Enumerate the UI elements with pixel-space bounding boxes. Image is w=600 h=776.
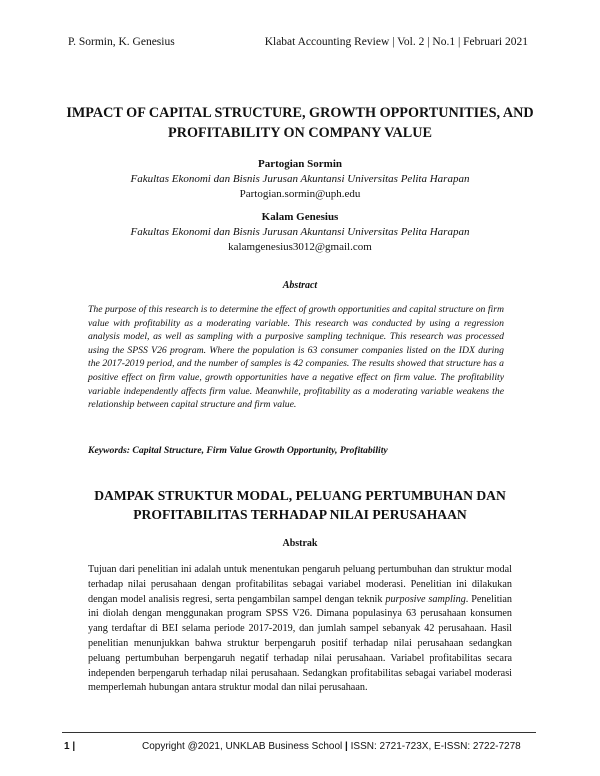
abstract-text-italic: purposive sampling [385,593,466,605]
title-line-1: DAMPAK STRUKTUR MODAL, PELUANG PERTUMBUHAN DAN [94,488,506,503]
keywords: Keywords: Capital Structure, Firm Value Growth Opportunity, Profitability [88,445,388,456]
author-affiliation: Fakultas Ekonomi dan Bisnis Jurusan Akuntansi Universitas Pelita Harapan [130,226,470,238]
page-footer [64,741,530,752]
copyright-text: Copyright @2021, UNKLAB Business School [142,741,343,752]
paper-title-english [60,103,540,143]
abstract-text-english: The purpose of this research is to determine the effect of growth opportunities and capital structure on firm value with profitability as a moderating variable. This research was conducted by using a regression analysis model, as well as sampling with a purposive sampling technique. This research was processed using the SPSS V26 program. Where the population is 63 consumer companies listed on the IDX during the 2017-2019 period, and the number of samples is 42 companies. The results showed that structure has a positive effect on firm value, growth opportunities have a negative effect on firm value. The profitability variable independently affects firm value. Meanwhile, profitability as a moderating variable weakens the relationship between capital structure and firm value. [88,304,504,411]
abstract-text-indonesian [88,563,512,696]
footer-divider [62,732,536,733]
running-header [68,36,528,48]
author-email: kalamgenesius3012@gmail.com [228,241,372,253]
title-line-2: PROFITABILITY ON COMPANY VALUE [168,125,432,141]
author-affiliation: Fakultas Ekonomi dan Bisnis Jurusan Akuntansi Universitas Pelita Harapan [130,173,470,185]
author-name: Partogian Sormin [257,158,343,170]
abstract-heading-english: Abstract [282,280,318,291]
header-authors: P. Sormin, K. Genesius [68,36,175,48]
abstract-text-part-1: Tujuan dari penelitian ini adalah untuk menentukan pengaruh peluang pertumbuhan dan struktur modal terhadap nilai perusahaan dengan profitabilitas sebagai variabel moderasi. Penelitian ini dilakukan dengan model analisis regresi, serta pengambilan sampel dengan teknik [88,564,512,605]
author-name: Kalam Genesius [261,211,339,223]
title-line-2: PROFITABILITAS TERHADAP NILAI PERUSAHAAN [133,507,467,522]
abstract-heading-indonesian: Abstrak [282,538,318,549]
title-line-1: IMPACT OF CAPITAL STRUCTURE, GROWTH OPPORTUNITIES, AND [66,105,534,121]
abstract-text-part-2: . Penelitian ini diolah dengan menggunakan program SPSS V26. Dimana populasinya 63 perusahaan konsumen yang terdaftar di BEI selama periode 2017-2019, dan jumlah sampel sebanyak 42 perusahaan. Hasil penelitian menunjukkan bahwa struktur berpengaruh positif terhadap nilai perusahaan sedangkan peluang pertumbuhan berpengaruh negatif terhadap nilai perusahaan. Variabel profitabilitas secara independen berpengaruh terhadap nilai perusahaan. Sedangkan profitabilitas sebagai variabel moderasi memperlemah hubungan antara struktur modal dan nilai perusahaan. [88,593,512,694]
footer-copyright [142,741,530,752]
header-journal: Klabat Accounting Review | Vol. 2 | No.1 | Februari 2021 [264,36,528,48]
author-block-1 [40,157,560,202]
issn-text: ISSN: 2721-723X, E-ISSN: 2722-7278 [350,741,521,752]
author-block-2 [40,210,560,255]
footer-separator: | [345,741,348,752]
page-number: 1 | [64,741,76,752]
paper-title-indonesian [60,486,540,524]
author-email: Partogian.sormin@uph.edu [239,188,361,200]
